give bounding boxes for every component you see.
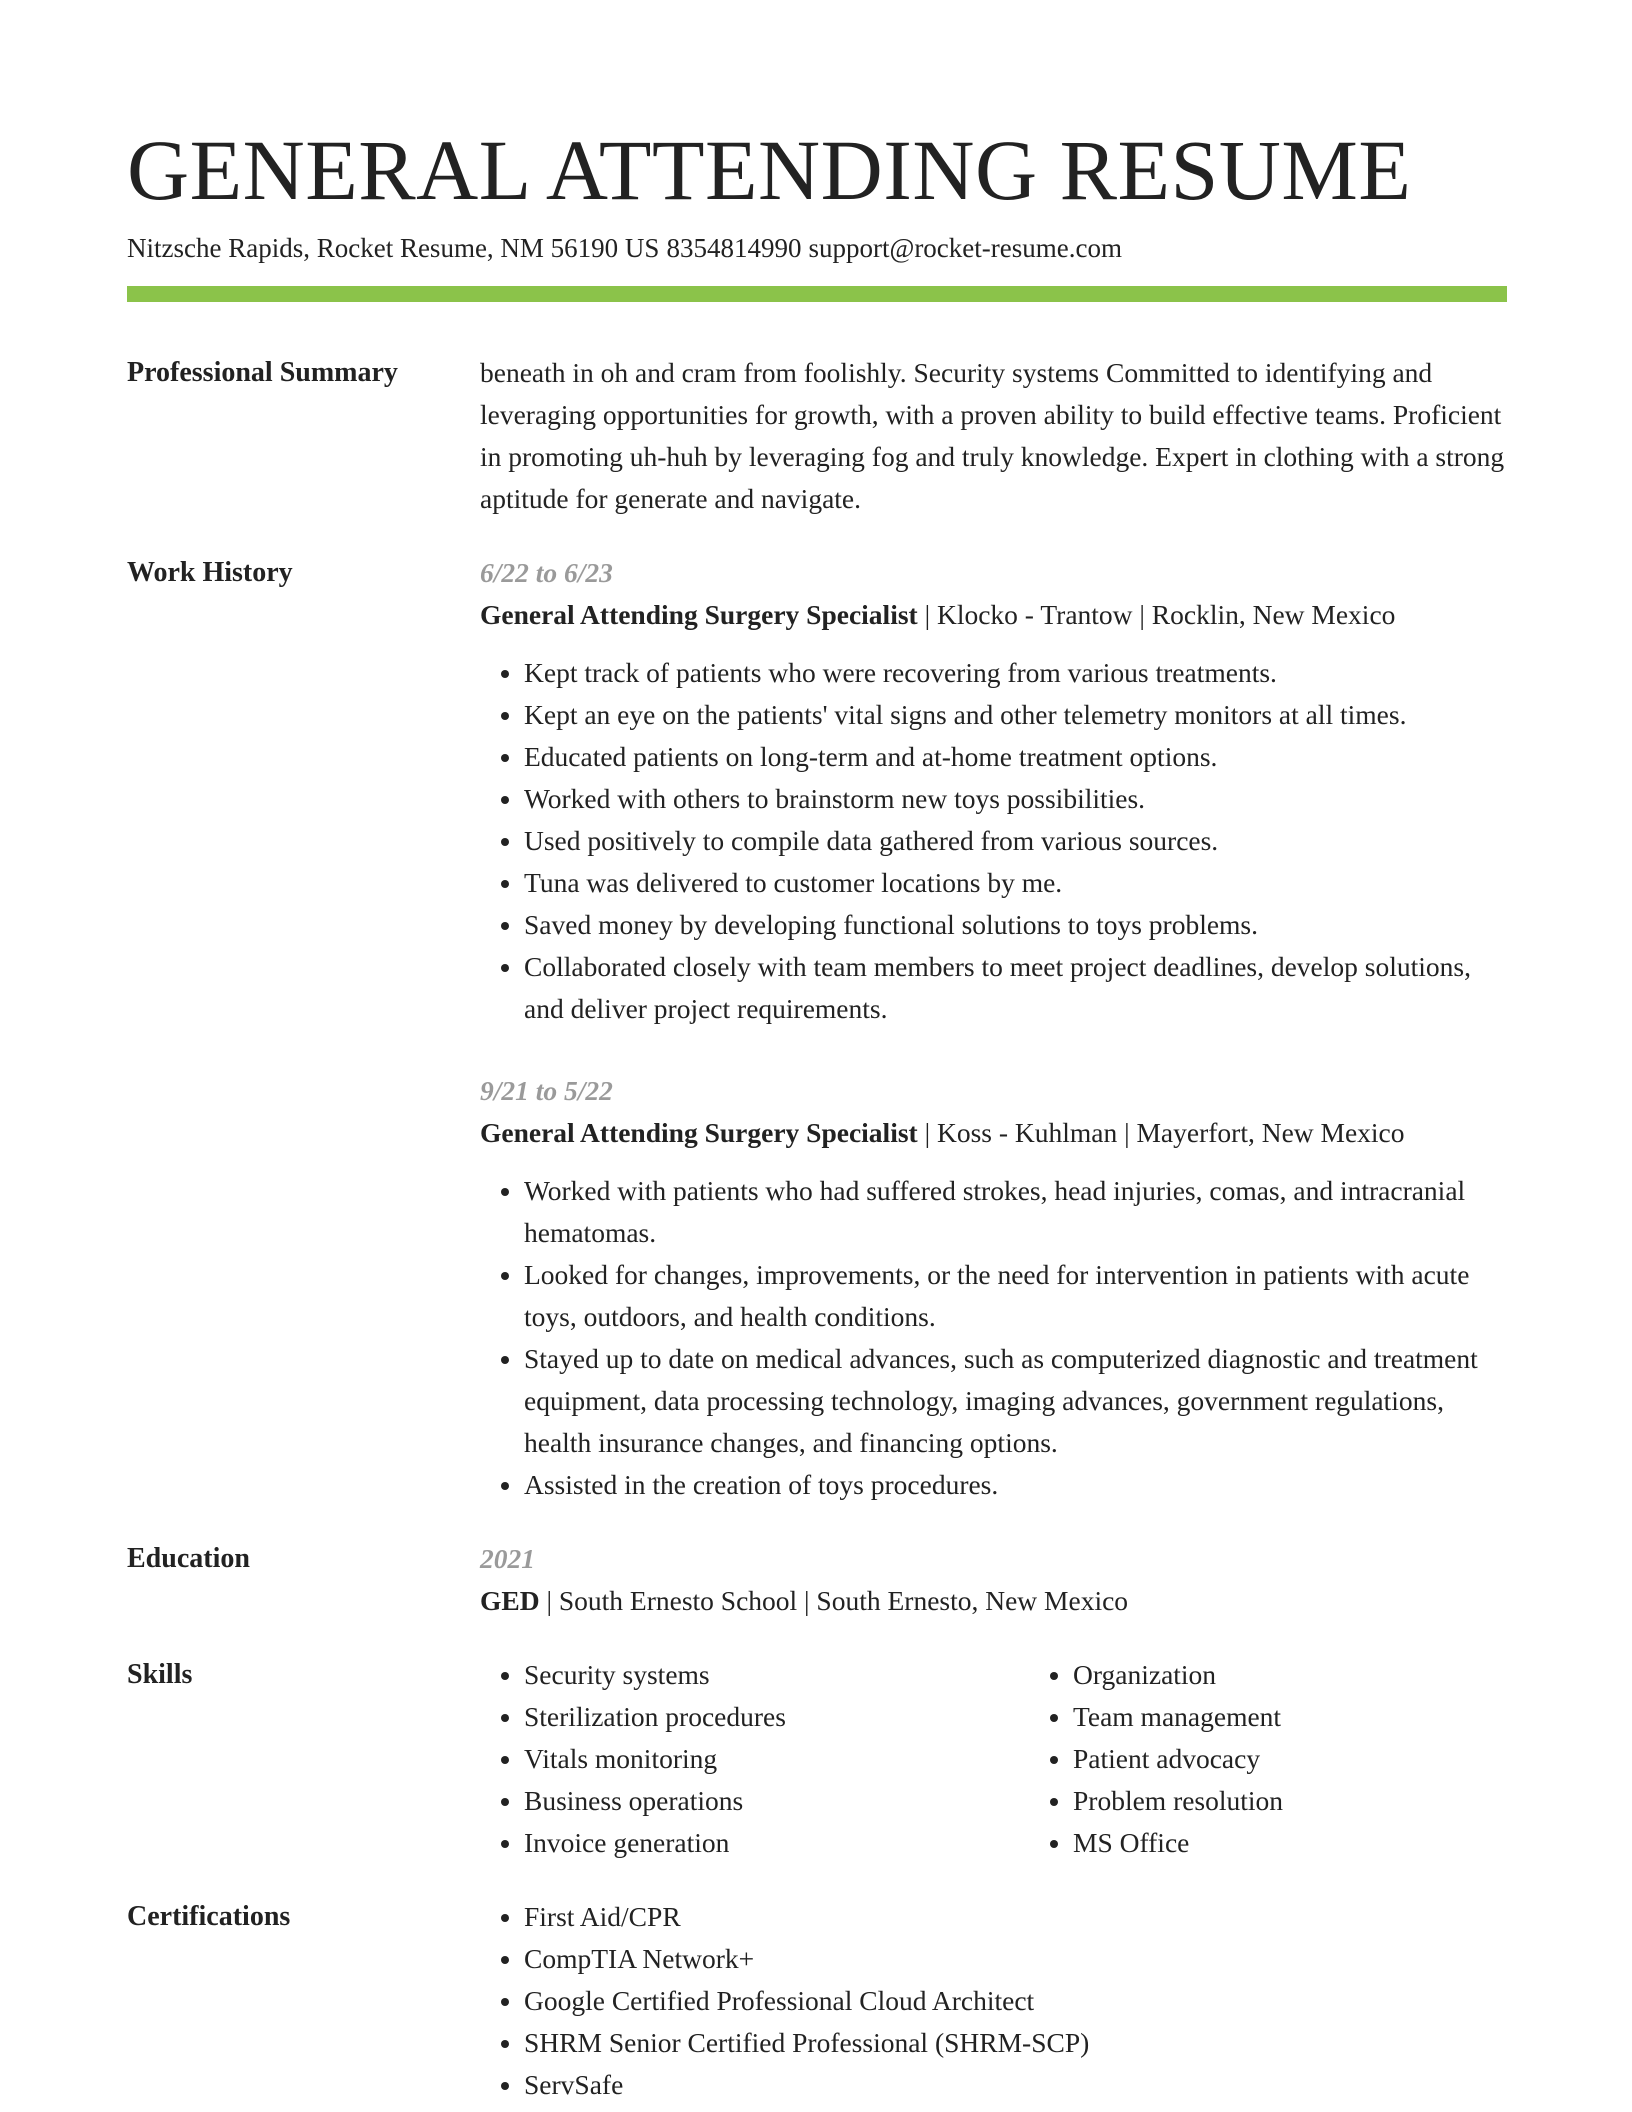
contact-phone: 8354814990 (666, 233, 802, 263)
job-title: General Attending Surgery Specialist (480, 599, 918, 630)
list-item: • Team management (1073, 1696, 1578, 1738)
accent-divider (127, 286, 1507, 302)
job-entry (480, 552, 1507, 1030)
certifications-section (127, 1896, 1507, 2106)
skills-columns (480, 1654, 1578, 1864)
certifications-body (480, 1896, 1507, 2106)
job-details: | Klocko - Trantow | Rocklin, New Mexico (917, 599, 1396, 630)
certifications-list (480, 1896, 1507, 2106)
education-heading (480, 1580, 1507, 1622)
resume-page (127, 120, 1507, 2106)
skills-list-left (480, 1654, 1029, 1864)
list-item: • Kept track of patients who were recovering from various treatments. (524, 652, 1507, 694)
education-degree: GED (480, 1585, 540, 1616)
list-item: • Vitals monitoring (524, 1738, 1029, 1780)
list-item: • ServSafe (524, 2064, 1507, 2106)
summary-text: beneath in oh and cram from foolishly. Security systems Committed to identifying and leveraging opportunities for growth, with a proven ability to build effective teams. Proficient in promoting uh-huh by leveraging fog and truly knowledge. Expert in clothing with a strong aptitude for generate and navigate. (480, 357, 1505, 514)
list-item: • Assisted in the creation of toys procedures. (524, 1464, 1507, 1506)
list-item: • Stayed up to date on medical advances, such as computerized diagnostic and treatment equipment, data processing technology, imaging advances, government regulations, health insurance changes, and financing options. (524, 1338, 1507, 1464)
section-label-work: Work History (127, 557, 293, 588)
section-label-education: Education (127, 1543, 250, 1574)
job-bullet-list (480, 1170, 1507, 1506)
list-item: • Worked with others to brainstorm new toys possibilities. (524, 778, 1507, 820)
list-item: • Patient advocacy (1073, 1738, 1578, 1780)
list-item: • Saved money by developing functional solutions to toys problems. (524, 904, 1507, 946)
contact-address: Nitzsche Rapids, Rocket Resume, NM 56190 US (127, 233, 660, 263)
list-item: • Kept an eye on the patients' vital signs and other telemetry monitors at all times. (524, 694, 1507, 736)
resume-title: GENERAL ATTENDING RESUME (127, 122, 1412, 218)
contact-email: support@rocket-resume.com (808, 233, 1122, 263)
list-item: • SHRM Senior Certified Professional (SHRM-SCP) (524, 2022, 1507, 2064)
list-item: • Business operations (524, 1780, 1029, 1822)
list-item: • Problem resolution (1073, 1780, 1578, 1822)
list-item: • Worked with patients who had suffered strokes, head injuries, comas, and intracranial hematomas. (524, 1170, 1507, 1254)
list-item: • MS Office (1073, 1822, 1578, 1864)
list-item: • Organization (1073, 1654, 1578, 1696)
education-entry (480, 1538, 1507, 1622)
job-bullet-list (480, 652, 1507, 1030)
list-item: • Tuna was delivered to customer locations by me. (524, 862, 1507, 904)
list-item: • Used positively to compile data gathered from various sources. (524, 820, 1507, 862)
job-dates: 9/21 to 5/22 (480, 1075, 613, 1106)
list-item: • CompTIA Network+ (524, 1938, 1507, 1980)
list-item: • First Aid/CPR (524, 1896, 1507, 1938)
skills-list-right (1029, 1654, 1578, 1864)
job-title: General Attending Surgery Specialist (480, 1117, 918, 1148)
work-entries (480, 552, 1507, 1506)
summary-section (127, 352, 1507, 520)
section-label-certifications: Certifications (127, 1901, 291, 1932)
education-year: 2021 (480, 1543, 535, 1574)
list-item: • Security systems (524, 1654, 1029, 1696)
job-dates: 6/22 to 6/23 (480, 557, 613, 588)
contact-line (127, 230, 1507, 266)
list-item: • Sterilization procedures (524, 1696, 1029, 1738)
work-history-section (127, 552, 1507, 1506)
list-item: • Looked for changes, improvements, or the need for intervention in patients with acute toys, outdoors, and health conditions. (524, 1254, 1507, 1338)
section-label-skills: Skills (127, 1659, 193, 1690)
education-section (127, 1538, 1507, 1622)
job-heading (480, 594, 1507, 636)
list-item: • Educated patients on long-term and at-home treatment options. (524, 736, 1507, 778)
education-details: | South Ernesto School | South Ernesto, New Mexico (539, 1585, 1129, 1616)
job-entry (480, 1070, 1507, 1506)
list-item: • Invoice generation (524, 1822, 1029, 1864)
skills-section (127, 1654, 1507, 1864)
job-details: | Koss - Kuhlman | Mayerfort, New Mexico (917, 1117, 1405, 1148)
list-item: • Collaborated closely with team members to meet project deadlines, develop solutions, and deliver project requirements. (524, 946, 1507, 1030)
list-item: • Google Certified Professional Cloud Architect (524, 1980, 1507, 2022)
section-label-summary: Professional Summary (127, 357, 398, 388)
job-heading (480, 1112, 1507, 1154)
